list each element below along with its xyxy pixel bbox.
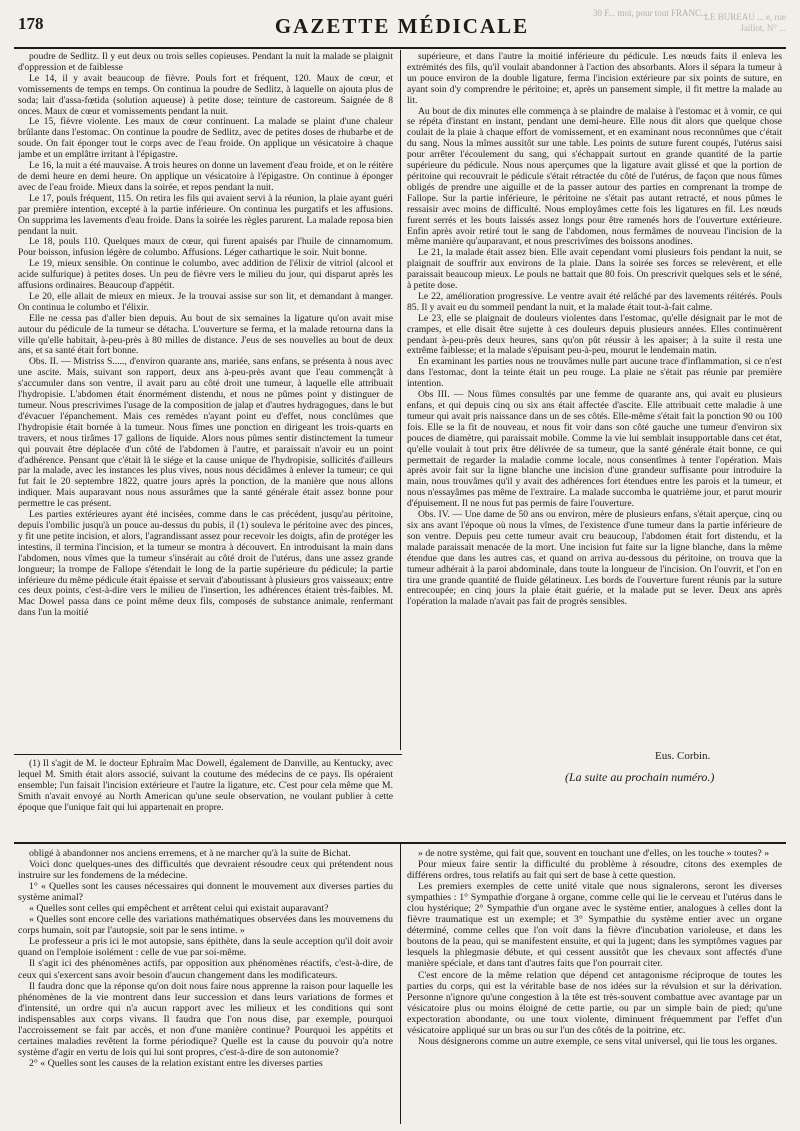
footnote-text: (1) Il s'agit de M. le docteur Ephraïm Mac Dowell, également de Danville, au Kentucky, avec lequel M. Smith était alors associé, suivant la coutume des médecins de ce pays. Ils opéraient ensemble; l'un faisait l'incision extérieure et l'autre la ligature, etc. C'est pour cela même que M. Smith n'avait envoyé au North American qu'une seule observation, ne voulant publier à cette époque que l'unique fait qui lui appartenait en propre. (18, 759, 393, 813)
essay-paragraph: Le professeur a pris ici le mot autopsie, sans épithète, dans la seule acception qu'il doit avoir quand on l'emploie isolément : celle de vue par soi-même. (18, 936, 393, 959)
essay-paragraph: « Quelles sont encore celle des variations mathématiques observées dans les mouvemens du corps humain, soit par l'autopsie, soit par le sens intime. » (18, 914, 393, 937)
article-paragraph: Le 14, il y avait beaucoup de fièvre. Pouls fort et fréquent, 120. Maux de cœur, et vomissements de temps en temps. On continua la poudre de Sedlitz, à laquelle on ajouta plus de soda; lait d'assa-fœtida (solution aqueuse) à petite dose; teinture de castoreum. Saignée de 8 onces. Maux de cœur et vomissements pendant la nuit. (18, 72, 393, 117)
essay-paragraph: Il faudra donc que la réponse qu'on doit nous faire nous apprenne la raison pour laquelle les phénomènes de la vie montrent dans leur succession et dans leurs variations de formes et d'intensité, un ordre qui n'a aucun rapport avec les milieux et les conditions qui sont indispensables aux corps vivans. Il faudra que l'on nous dise, par exemple, pourquoi l'accroissement se fait par accès, et non d'une manière continue? Pourquoi les appétits et certaines maladies revêtent la forme périodique? Quelle est la cause du pouvoir qu'a notre système d'agir en vertu de lois qui lui sont propres, c'est-à-dire de son autonomie? (18, 980, 393, 1058)
bleed-through-text-right: LE BUREAU ... e, rue Jaillot, N° ... (704, 12, 786, 33)
upper-right-column (407, 52, 782, 742)
article-paragraph: Le 22, amélioration progressive. Le ventre avait été relâché par des lavements réitérés. Pouls 85. Il y avait eu du sommeil pendant la nuit, et la malade était tout-à-fait calme. (407, 290, 782, 313)
footnote-rule (14, 754, 402, 755)
article-paragraph: En examinant les parties nous ne trouvâmes nulle part aucune trace d'inflammation, si ce n'est dans l'estomac, dont la teinte était un peu rouge. La plaie ne s'était pas réunie par première intention. (407, 356, 782, 390)
article-paragraph: Obs III. — Nous fûmes consultés par une femme de quarante ans, qui avait eu plusieurs enfans, et qui depuis cinq ou six ans était affectée d'ascite. Elle attribuait cette maladie à une tumeur qui avait pris naissance dans un de ses côtés. Elle-même s'était fait la ponction 90 ou 100 fois. Elle se la fit de nouveau, et nous fit voir dans son côté gauche une tumeur d'environ six pouces de diamètre, qui paraissait mobile. Comme la vie lui semblait insupportable dans cet état, qu'elle voulait à tout prix être délivrée de sa tumeur, que la santé générale était bonne, ce qui permettait de regarder la maladie comme locale, nous consentîmes à tenter l'opération. Mais après avoir fait sur la ligne blanche une incision d'une grandeur suffisante pour introduire la main, nous trouvâmes qu'il y avait des adhérences fort étendues entre les parois et la tumeur, et nous n'essayâmes pas même de l'extraire. La malade succomba le quatrième jour, et parut mourir d'épuisement. Il ne nous fut pas permis de faire l'ouverture. (407, 389, 782, 510)
essay-paragraph: « Quelles sont celles qui empêchent et arrêtent celui qui existait auparavant? (29, 903, 329, 915)
article-paragraph: Le 19, mieux sensible. On continue le columbo, avec addition de l'élixir de vitriol (alcool et acide sulfurique) à petites doses. Un peu de fièvre vers le milieu du jour, qui disparut après les affusions ordinaires. Beaucoup d'appétit. (18, 258, 393, 292)
essay-paragraph: 2° « Quelles sont les causes de la relation existant entre les diverses parties (29, 1057, 323, 1069)
header-rule (14, 47, 786, 49)
article-paragraph: Elle ne cessa pas d'aller bien depuis. Au bout de six semaines la ligature qu'on avait mise autour du pédicule de la tumeur se détacha. L'ouverture se ferma, et la malade retourna dans la ville qu'elle habitait, à-peu-près à 80 milles de distance. J'eus de ses nouvelles au bout de deux ans, et sa santé était fort bonne. (18, 312, 393, 357)
article-paragraph: Au bout de dix minutes elle commença à se plaindre de malaise à l'estomac et à vomir, ce qui se répéta d'instant en instant, pendant une demi-heure. Elle nous dit alors que quelque chose coulait de la plaie à chaque effort de vomissement, et en examinant nous reconnûmes que c'était du sang. Nous la mîmes aussitôt sur une table. Les points de suture furent coupés, l'utérus saisi pour arrêter l'écoulement du sang, qui s'échappait surtout en grande quantité de la partie supérieure du pédicule. Nous nous aperçumes que la ligature avait glissé et que la portion de péritoine qui recouvrait le pédicule s'était rétractée du côté de l'utérus, de façon que nous fûmes obligés de prendre une aiguille et de la passer autour des parties en comprenant la trompe de Fallope. Sur la partie inférieure, le péritoine ne s'était pas autant retracté, et nous pûmes le ressaisir avec moins de difficulté. Nous employâmes cette fois les ligatures en fil. Les nœuds furent serrés et les bouts laissés assez longs pour être ramenés hors de l'ouverture extérieure. Enfin après avoir retiré tout le sang de l'abdomen, nous fermâmes de nouveau l'incision de la même manière qu'auparavant, et nous prescrivîmes des boissons anodines. (407, 105, 782, 248)
bleed-through-text: 30 F... moi, pour tout FRANC... (593, 8, 708, 18)
upper-left-column (18, 52, 393, 752)
article-paragraph: Le 17, pouls fréquent, 115. On retira les fils qui avaient servi à la réunion, la plaie ayant guéri par première intention, excepté à la partie inférieure. On continua les purgatifs et les affusions. On supprima les lavements d'eau froide. Dans la soirée les règles parurent. La malade reposa bien pendant la nuit. (18, 192, 393, 237)
essay-paragraph: Les premiers exemples de cette unité vitale que nous signalerons, seront les diverses sympathies : 1° Sympathie d'organe à organe, comme celle qui lie le cerveau et l'utérus dans le clou hystérique; 2° Sympathie d'un organe avec le système entier, analogues à celles dont la fièvre traumatique est un exemple; et 3° Sympathie du système entier avec un organe déterminé, comme celles que l'on voit dans la fièvre d'incubation varioleuse, et dans les boutons de la peau, qui se manifestent ensuite, et qui la jugent; dans les symptômes vagues par lesquels la phlegmasie débute, et qui cessent aussitôt que les chevaux sont affectés d'une manière spéciale, et dans tant d'autres faits que l'on pourrait citer. (407, 881, 782, 970)
essay-paragraph: Voici donc quelques-unes des difficultés que devraient résoudre ceux qui prétendent nous instruire sur les fondemens de la médecine. (18, 859, 393, 882)
article-paragraph: Obs. IV. — Une dame de 50 ans ou environ, mère de plusieurs enfans, s'était aperçue, cinq ou six ans avant l'époque où nous la vîmes, de l'existence d'une tumeur dans la partie inférieure de son ventre. Depuis peu cette tumeur avait cru beaucoup, l'abdomen était fort distendu, et la malade paraissait menacée de la mort. Une incision fut faite sur la ligne blanche, dans la même étendue que dans les autres cas, et quand on arriva au-dessous du péritoine, on trouva que la tumeur adhérait à la paroi abdominale, dans toute la longueur de l'incision. On l'ouvrit, et l'on en tira une grande quantité de fluide gélatineux. Les bords de l'ouverture furent réunis par la suture entrecoupée; en cinq jours la plaie était guérie, et la malade put se lever. Deux ans après l'opération la malade n'avait pas fait de progrès sensibles. (407, 509, 782, 608)
article-paragraph: Obs. II. — Mistriss S....., d'environ quarante ans, mariée, sans enfans, se présenta à nous avec une ascite. Mais, suivant son rapport, deux ans à-peu-près avant que l'eau commençât à s'accumuler dans son ventre, il avait paru au côté droit une tumeur, à laquelle elle attribuait l'hydropisie. L'abdomen était énormément distendu, et nous ne pûmes point y distinguer de tumeur. Nous prescrivimes l'usage de la composition de jalap et d'autres hydragogues, dans le but d'évacuer l'épanchement. Mais ces remèdes n'ayant point eu d'effet, nous conclûmes que l'hydropisie était bornée à la tumeur. Nous fîmes une ponction en dirigeant les trois-quarts en travers, et nous tirâmes 17 gallons de liquide. Alors nous pûmes sentir distinctement la tumeur qui pouvait être déplacée d'un côté de l'abdomen à l'autre, et paraissait n'avoir eu un point d'adhérence. Pensant que c'était là le siége et la cause unique de l'hydropisie, sollicités d'ailleurs par la malade, avec les instances les plus vives, nous nous décidâmes à enlever la tumeur; ce qui fut fait le 20 septembre 1822, quatre jours après la ponction, de la manière que nous allons indiquer. Mais auparavant nous nous assurâmes que la santé générale était assez bonne pour permettre le cas présent. (18, 356, 393, 510)
page-header (18, 8, 786, 42)
article-paragraph: Les parties extérieures ayant été incisées, comme dans le cas précédent, jusqu'au péritoine, depuis l'ombilic jusqu'à un pouce au-dessus du pubis, il (1) souleva le péritoine avec des pinces, y fit une petite incision, et alors, l'agrandissant assez pour recevoir les doigts, afin de protéger les intestins, il termina l'incision, et la tumeur se montra à découvert. En introduisant la main dans l'abdomen, nous vîmes que la tumeur s'insérait au côté droit de l'utérus, dans une assez grande longueur; la trompe de Fallope s'étendait le long de la partie supérieure du pédicule; la partie inférieure du même pédicule était épaisse et servait d'aboutissant à plusieurs gros vaisseaux; entre ces deux points, c'est-à-dire vers le milieu de l'insertion, les adhérences étaient très-faibles. M. Mac Dowel passa dans ce point même deux fils, composés de substance animale, renfermant dans l'un la moitié (18, 509, 393, 619)
page-number: 178 (18, 14, 44, 33)
lower-right-column (407, 848, 782, 1126)
page-title: GAZETTE MÉDICALE (274, 14, 530, 38)
author-signature: Eus. Corbin. (655, 750, 711, 762)
article-paragraph: Le 23, elle se plaignait de douleurs violentes dans l'estomac, qu'elle désignait par le mot de crampes, et elle disait être sujette à ces douleurs depuis plusieurs années. Elles continuèrent pendant à-peu-près deux heures, sans qu'on pût réussir à les apaiser; à la suite il resta une extrême faiblesse; et la malade s'épuisant peu-à-peu, mourut le lendemain matin. (407, 312, 782, 357)
article-paragraph: Le 18, pouls 110. Quelques maux de cœur, qui furent apaisés par l'huile de cinnamomum. Pour boisson, infusion légère de columbo. Affusions. Léger cathartique le soir. Nuit bonne. (18, 236, 393, 259)
essay-paragraph: » de notre système, qui fait que, souvent en touchant une d'elles, on les touche » toutes? » (418, 848, 770, 859)
lower-left-column (18, 848, 393, 1126)
article-paragraph: Le 16, la nuit a été mauvaise. A trois heures on donne un lavement d'eau froide, et on le réitère de demi heure en demi heure. On applique un vésicatoire à l'épigastre. On continue à éponger avec de l'eau froide. Mieux dans la soirée, et repos pendant la nuit. (18, 160, 393, 193)
article-paragraph: poudre de Sedlitz. Il y eut deux ou trois selles copieuses. Pendant la nuit la malade se plaignit d'oppression et de faiblesse (18, 52, 393, 73)
article-paragraph: supérieure, et dans l'autre la moitié inférieure du pédicule. Les nœuds faits il enleva les extrémités des fils, qu'il voulait abandonner à l'action des absorbants. Alors il sépara la tumeur à un pouce environ de la double ligature, ferma l'incision extérieure par six points de suture, en ayant soin d'y comprendre le péritoine; et, après un pansement simple, il fit mettre la malade au lit. (407, 52, 782, 106)
article-paragraph: Le 21, la malade était assez bien. Elle avait cependant vomi plusieurs fois pendant la nuit, se plaignait de souffrir aux environs de la plaie. Dans la soirée ses forces se relevèrent, et elle paraissait beaucoup mieux. Le pouls ne battait que 80 fois. On prescrivit quelques sels et le séné, à petite dose. (407, 247, 782, 292)
essay-paragraph: 1° « Quelles sont les causes nécessaires qui donnent le mouvement aux diverses parties du système animal? (18, 881, 393, 904)
essay-paragraph: Il s'agit ici des phénomènes actifs, par opposition aux phénomènes réactifs, c'est-à-dire, de ceux qui s'exercent sans avoir besoin d'aucun changement dans les modificateurs. (18, 958, 393, 981)
essay-paragraph: Pour mieux faire sentir la difficulté du problème à résoudre, citons des exemples de différens ordres, tous relatifs au fait qui sert de base à cette question. (407, 859, 782, 882)
article-paragraph: Le 20, elle allait de mieux en mieux. Je la trouvai assise sur son lit, et demandant à manger. On continua le columbo et l'élixir. (18, 290, 393, 313)
lower-column-divider (400, 844, 401, 1124)
article-paragraph: Le 15, fièvre violente. Les maux de cœur continuent. La malade se plaint d'une chaleur brûlante dans l'estomac. On continue la poudre de Sedlitz, avec de petites doses de rhubarbe et de soude. On fait éponger tout le corps avec de l'eau froide. On applique un vésicatoire à chaque jambe et un emplâtre irritant à l'épigastre. (18, 116, 393, 161)
essay-paragraph: obligé à abandonner nos anciens erremens, et à ne marcher qu'à la suite de Bichat. (29, 848, 351, 859)
upper-column-divider (400, 50, 401, 750)
essay-paragraph: Nous désignerons comme un autre exemple, ce sens vital universel, qui lie tous les organes. (418, 1035, 778, 1047)
continued-note: (La suite au prochain numéro.) (565, 770, 715, 784)
footnote (18, 759, 393, 839)
essay-paragraph: C'est encore de la même relation que dépend cet antagonisme réciproque de toutes les parties du corps, qui est la véritable base de nos idées sur la révulsion et sur la dérivation. Personne n'ignore qu'une congestion à la tête est très-souvent combattue avec avantage par un vésicatoire plus ou moins éloigné de cette partie, ou par un simple bain de pied; qu'une expectoration abondante, ou une toux violente, diminuent fréquemment par l'effet d'un vésicatoire appliqué sur un bras ou sur l'un des côtés de la poitrine, etc. (407, 969, 782, 1036)
